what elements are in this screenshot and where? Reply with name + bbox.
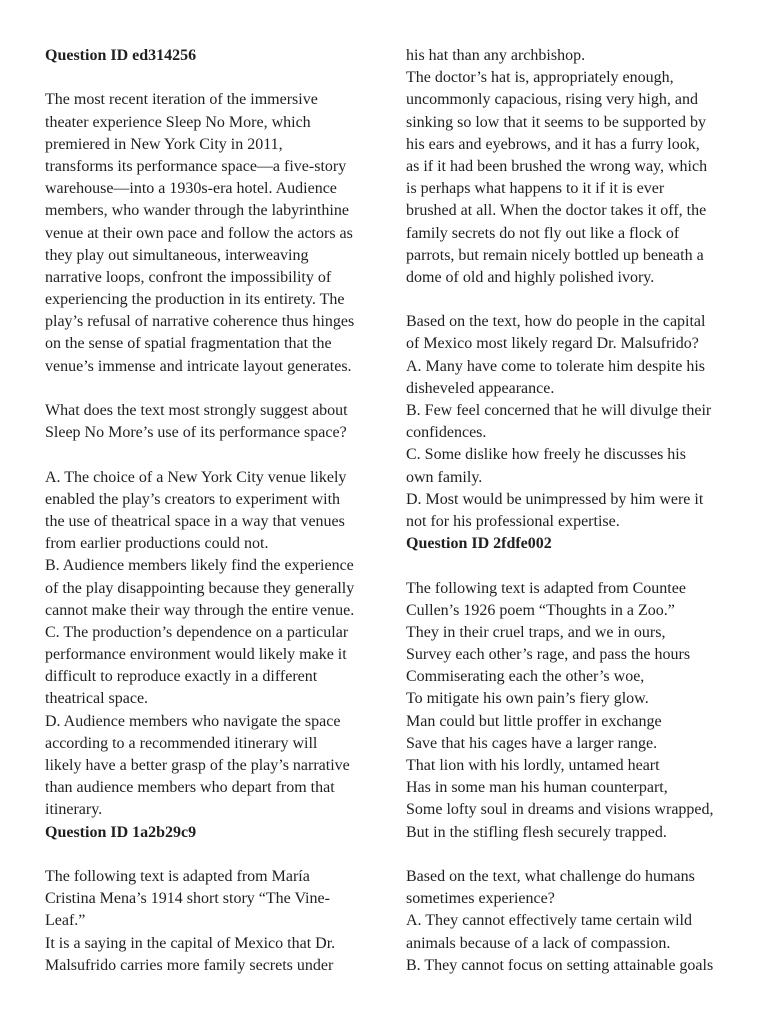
text-line: on the sense of spatial fragmentation that the xyxy=(45,335,332,353)
text-line: Cristina Mena’s 1914 short story “The Vine- xyxy=(45,890,330,908)
text-line: his hat than any archbishop. xyxy=(406,47,586,64)
text-line: They in their cruel traps, and we in ours, xyxy=(406,623,666,641)
text-line: they play out simultaneous, interweaving xyxy=(45,246,309,264)
right-text-column xyxy=(406,45,728,977)
text-line: Leaf.” xyxy=(45,912,86,930)
text-line: C. The production’s dependence on a particular xyxy=(45,623,349,641)
question-id-heading: Question ID 1a2b29c9 xyxy=(45,823,197,841)
text-line: transforms its performance space—a five-story xyxy=(45,157,347,175)
text-line: from earlier productions could not. xyxy=(45,535,269,553)
text-line: Cullen’s 1926 poem “Thoughts in a Zoo.” xyxy=(406,601,675,619)
question-id-heading: Question ID 2fdfe002 xyxy=(406,535,552,553)
text-line: theater experience Sleep No More, which xyxy=(45,113,311,131)
text-line: theatrical space. xyxy=(45,690,149,708)
text-line: venue at their own pace and follow the actors as xyxy=(45,224,353,242)
text-line: B. Few feel concerned that he will divulge their xyxy=(406,402,712,419)
text-line: Based on the text, what challenge do humans xyxy=(406,867,695,885)
text-line: members, who wander through the labyrinthine xyxy=(45,202,349,220)
text-line: Survey each other’s rage, and pass the hours xyxy=(406,646,691,664)
text-line: Based on the text, how do people in the capital xyxy=(406,313,706,331)
text-line: It is a saying in the capital of Mexico that Dr. xyxy=(45,934,336,952)
text-line: itinerary. xyxy=(45,801,103,819)
text-line: Malsufrido carries more family secrets under xyxy=(45,956,334,974)
text-line: difficult to reproduce exactly in a different xyxy=(45,668,318,686)
text-line: That lion with his lordly, untamed heart xyxy=(406,757,660,774)
text-line: confidences. xyxy=(406,424,487,442)
text-line: enabled the play’s creators to experiment with xyxy=(45,490,341,508)
text-line: B. Audience members likely find the experience xyxy=(45,557,354,575)
text-line: own family. xyxy=(406,468,483,486)
left-text-column xyxy=(45,45,370,977)
text-line: The following text is adapted from Countee xyxy=(406,579,686,597)
text-line: his ears and eyebrows, and it has a furry look, xyxy=(406,135,700,153)
text-line: C. Some dislike how freely he discusses his xyxy=(406,446,686,464)
text-line: sinking so low that it seems to be supported by xyxy=(406,113,706,131)
paragraph-spacer xyxy=(45,844,370,866)
text-line: as if it had been brushed the wrong way, which xyxy=(406,157,708,175)
text-line: Some lofty soul in dreams and visions wrapped, xyxy=(406,801,714,819)
paragraph-spacer xyxy=(45,67,370,89)
text-line: the use of theatrical space in a way that venues xyxy=(45,512,345,530)
text-line: The most recent iteration of the immersive xyxy=(45,91,318,109)
text-line: of Mexico most likely regard Dr. Malsufrido? xyxy=(406,335,699,353)
text-line: D. Most would be unimpressed by him were it xyxy=(406,490,704,508)
text-line: What does the text most strongly suggest about xyxy=(45,402,348,419)
text-line: D. Audience members who navigate the space xyxy=(45,712,341,730)
text-line: performance environment would likely make it xyxy=(45,646,347,664)
text-line: venue’s immense and intricate layout generates. xyxy=(45,357,352,375)
paragraph-spacer xyxy=(406,289,728,311)
text-line: of the play disappointing because they generally xyxy=(45,579,355,597)
text-line: premiered in New York City in 2011, xyxy=(45,135,283,153)
text-line: A. The choice of a New York City venue likely xyxy=(45,468,347,486)
question-id-heading: Question ID ed314256 xyxy=(45,47,197,64)
text-line: warehouse—into a 1930s-era hotel. Audience xyxy=(45,180,337,198)
text-line: cannot make their way through the entire venue. xyxy=(45,601,355,619)
text-line: likely have a better grasp of the play’s narrative xyxy=(45,757,350,774)
text-line: uncommonly capacious, rising very high, and xyxy=(406,91,698,109)
text-line: according to a recommended itinerary will xyxy=(45,734,318,752)
text-line: Has in some man his human counterpart, xyxy=(406,779,668,797)
paragraph-spacer xyxy=(45,444,370,466)
text-line: Sleep No More’s use of its performance space? xyxy=(45,424,347,442)
text-line: Save that his cages have a larger range. xyxy=(406,734,658,752)
text-line: The doctor’s hat is, appropriately enough, xyxy=(406,69,674,87)
text-line: not for his professional expertise. xyxy=(406,512,620,530)
text-line: B. They cannot focus on setting attainable goals xyxy=(406,956,714,974)
paragraph-spacer xyxy=(406,555,728,577)
text-line: brushed at all. When the doctor takes it off, the xyxy=(406,202,707,220)
text-line: Man could but little proffer in exchange xyxy=(406,712,662,730)
text-line: sometimes experience? xyxy=(406,890,555,908)
text-line: narrative loops, confront the impossibility of xyxy=(45,268,332,286)
text-line: disheveled appearance. xyxy=(406,379,555,397)
text-line: animals because of a lack of compassion. xyxy=(406,934,671,952)
text-line: Commiserating each the other’s woe, xyxy=(406,668,645,686)
text-line: But in the stifling flesh securely trapped. xyxy=(406,823,667,841)
text-line: The following text is adapted from María xyxy=(45,867,310,885)
text-line: is perhaps what happens to it if it is ever xyxy=(406,180,665,198)
text-line: A. They cannot effectively tame certain wild xyxy=(406,912,692,930)
text-line: dome of old and highly polished ivory. xyxy=(406,268,655,286)
text-line: than audience members who depart from that xyxy=(45,779,335,797)
paragraph-spacer xyxy=(45,378,370,400)
text-line: experiencing the production in its entirety. The xyxy=(45,291,345,309)
paragraph-spacer xyxy=(406,844,728,866)
text-line: A. Many have come to tolerate him despite his xyxy=(406,357,706,375)
text-line: parrots, but remain nicely bottled up beneath a xyxy=(406,246,704,264)
text-line: To mitigate his own pain’s fiery glow. xyxy=(406,690,649,708)
text-line: play’s refusal of narrative coherence thus hinges xyxy=(45,313,355,331)
text-line: family secrets do not fly out like a flock of xyxy=(406,224,680,242)
